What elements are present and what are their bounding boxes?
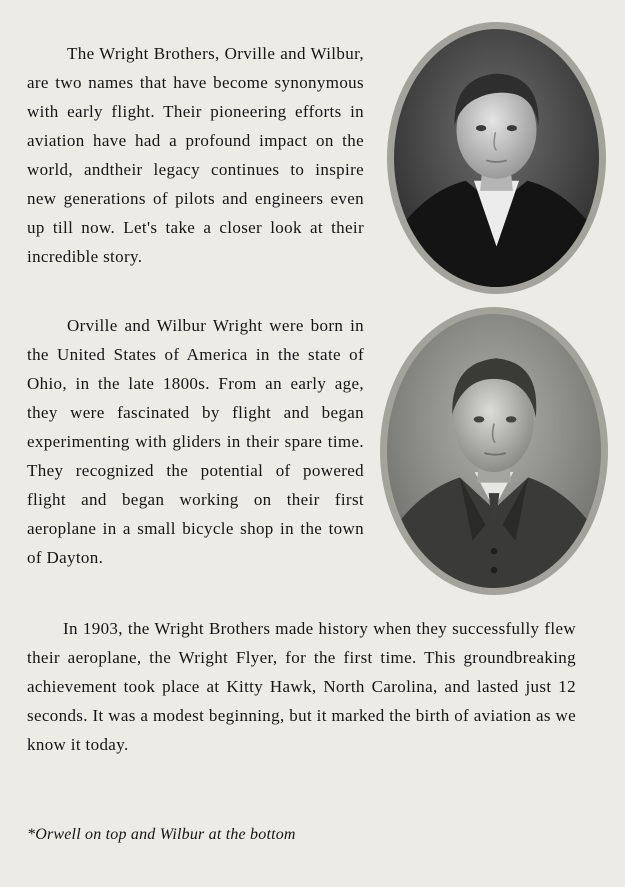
wilbur-portrait-image — [387, 314, 601, 588]
orville-portrait-photo — [387, 22, 606, 294]
paragraph-early-life: Orville and Wilbur Wright were born in the United States of America in the state of Ohio, in the late 1800s. From an early age, they were fascinated by flight and began experimenting with gliders in their spare time. They recognized the potential of powered flight and began working on their first aeroplane in a small bicycle shop in the town of Dayton. — [27, 316, 364, 567]
paragraph-introduction: The Wright Brothers, Orville and Wilbur, are two names that have become synonymous with early flight. Their pioneering efforts in aviation have had a profound impact on the world, andtheir legacy continues to inspire new generations of pilots and engineers even up till now. Let's take a closer look at their incredible story. — [27, 44, 364, 266]
photo-caption: *Orwell on top and Wilbur at the bottom — [27, 826, 296, 843]
wilbur-portrait-photo — [380, 307, 608, 595]
orville-portrait-image — [394, 29, 599, 287]
paragraph-first-flight: In 1903, the Wright Brothers made history when they successfully flew their aeroplane, the Wright Flyer, for the first time. This groundbreaking achievement took place at Kitty Hawk, North Carolina, and lasted just 12 seconds. It was a modest beginning, but it marked the birth of aviation as we know it today. — [27, 619, 576, 754]
